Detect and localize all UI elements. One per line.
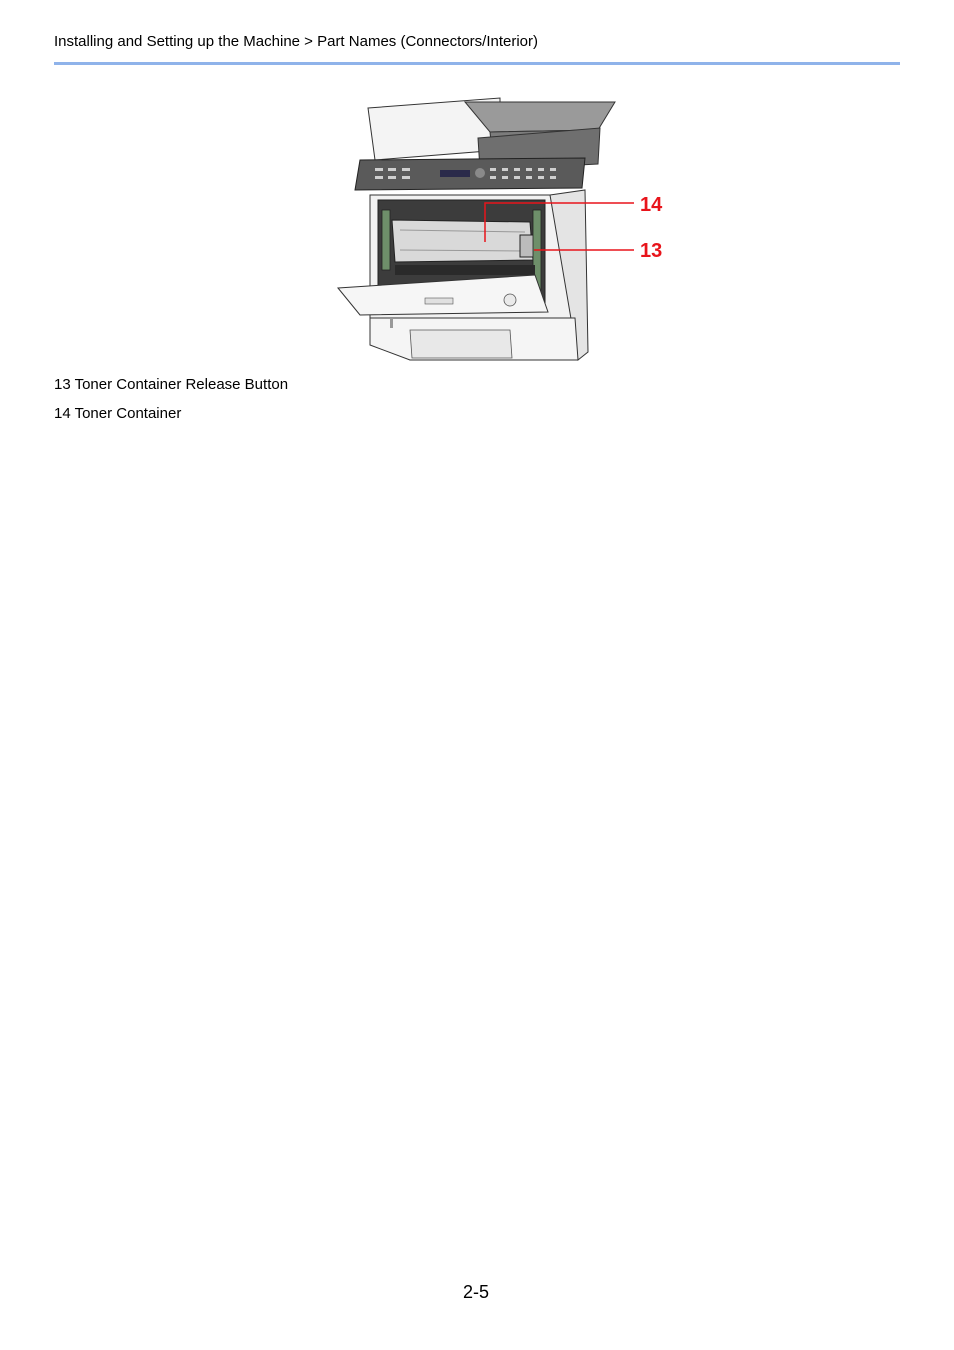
legend-item-13: 13 Toner Container Release Button	[54, 376, 289, 393]
header-rule	[54, 62, 900, 65]
printer-illustration	[330, 90, 680, 370]
legend-item-14: 14 Toner Container	[54, 405, 182, 422]
page-number: 2-5	[463, 1282, 490, 1302]
printer-drawing	[330, 90, 680, 370]
breadcrumb: Installing and Setting up the Machine > Part Names (Connectors/Interior)	[54, 33, 538, 50]
callout-14: 14	[640, 194, 663, 216]
callout-13: 13	[640, 240, 663, 262]
